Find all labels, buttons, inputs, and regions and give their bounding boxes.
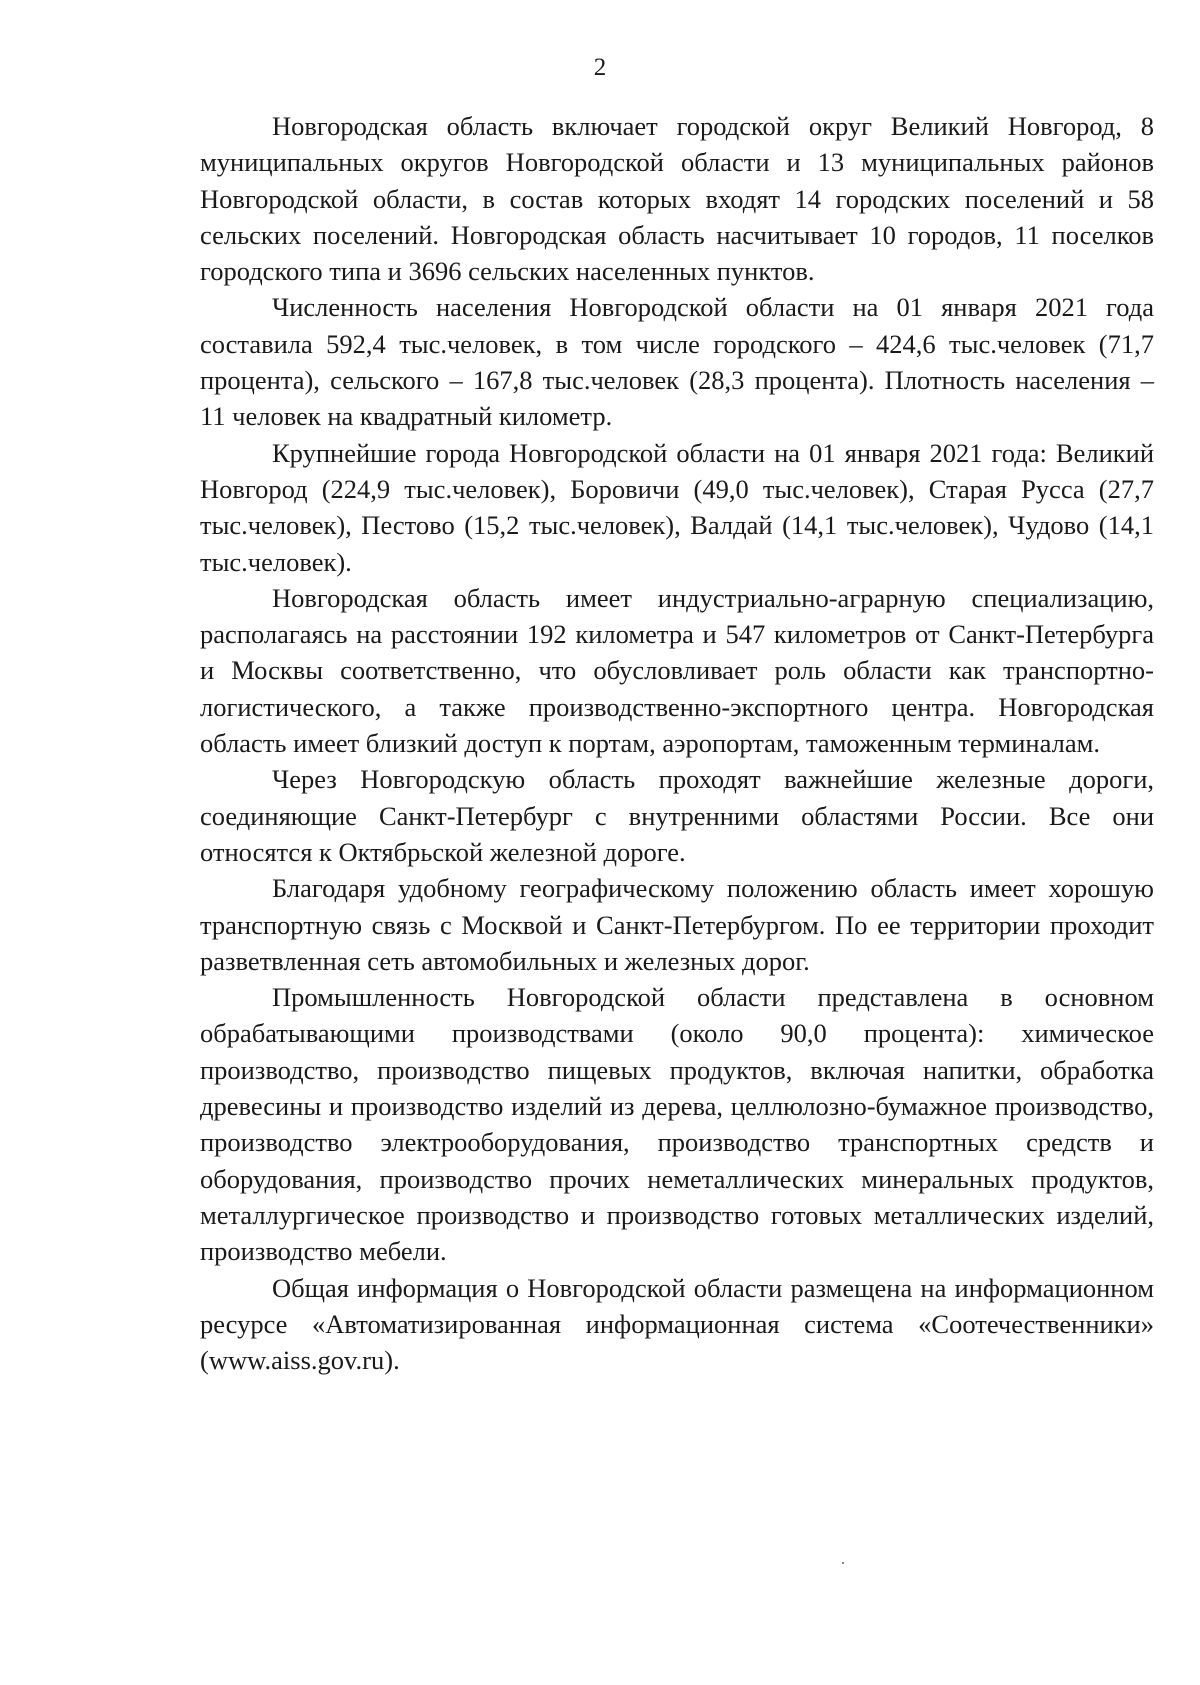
paragraph-general-info: Общая информация о Новгородской области размещена на информационном ресурсе «Автоматизированная информационная система «Соотечественники» (www.aiss.gov.ru).: [200, 1272, 1154, 1376]
document-body: [200, 108, 1154, 1378]
paragraph-transport: Благодаря удобному географическому положению область имеет хорошую транспортную связь с Москвой и Санкт-Петербургом. По ее территории проходит разветвленная сеть автомобильных и железных дорог.: [200, 873, 1154, 976]
paragraph-specialization: Новгородская область имеет индустриально-аграрную специализацию, располагаясь на расстоянии 192 километра и 547 километров от Санкт-Петербурга и Москвы соответственно, что обусловливает роль области как транспортно-логистического, а также производственно-экспортного центра. Новгородская область имеет близкий доступ к портам, аэропортам, таможенным терминалам.: [200, 582, 1154, 759]
paragraph-railways: Через Новгородскую область проходят важнейшие железные дороги, соединяющие Санкт-Петербург с внутренними областями России. Все они относятся к Октябрьской железной дороге.: [200, 764, 1154, 867]
paragraph-administrative-division: Новгородская область включает городской округ Великий Новгород, 8 муниципальных округов Новгородской области и 13 муниципальных районов Новгородской области, в состав которых входят 14 городских поселений и 58 сельских поселений. Новгородская область насчитывает 10 городов, 11 поселков городского типа и 3696 сельских населенных пунктов.: [200, 111, 1154, 287]
paragraph-largest-cities: Крупнейшие города Новгородской области на 01 января 2021 года: Великий Новгород (224,9 тыс.человек), Боровичи (49,0 тыс.человек), Старая Русса (27,7 тыс.человек), Пестово (15,2 тыс.человек), Валдай (14,1 тыс.человек), Чудово (14,1 тыс.человек).: [200, 437, 1154, 577]
scan-speck: [842, 1562, 844, 1564]
page-number: 2: [593, 54, 607, 81]
paragraph-industry: Промышленность Новгородской области представлена в основном обрабатывающими производствами (около 90,0 процента): химическое производство, производство пищевых продуктов, включая напитки, обработка древесины и производство изделий из дерева, целлюлозно-бумажное производство, производство электрооборудования, производство транспортных средств и оборудования, производство прочих неметаллических минеральных продуктов, металлургическое производство и производство готовых металлических изделий, производство мебели.: [200, 982, 1154, 1267]
paragraph-population: Численность населения Новгородской области на 01 января 2021 года составила 592,4 тыс.человек, в том числе городского – 424,6 тыс.человек (71,7 процента), сельского – 167,8 тыс.человек (28,3 процента). Плотность населения – 11 человек на квадратный километр.: [200, 292, 1154, 432]
